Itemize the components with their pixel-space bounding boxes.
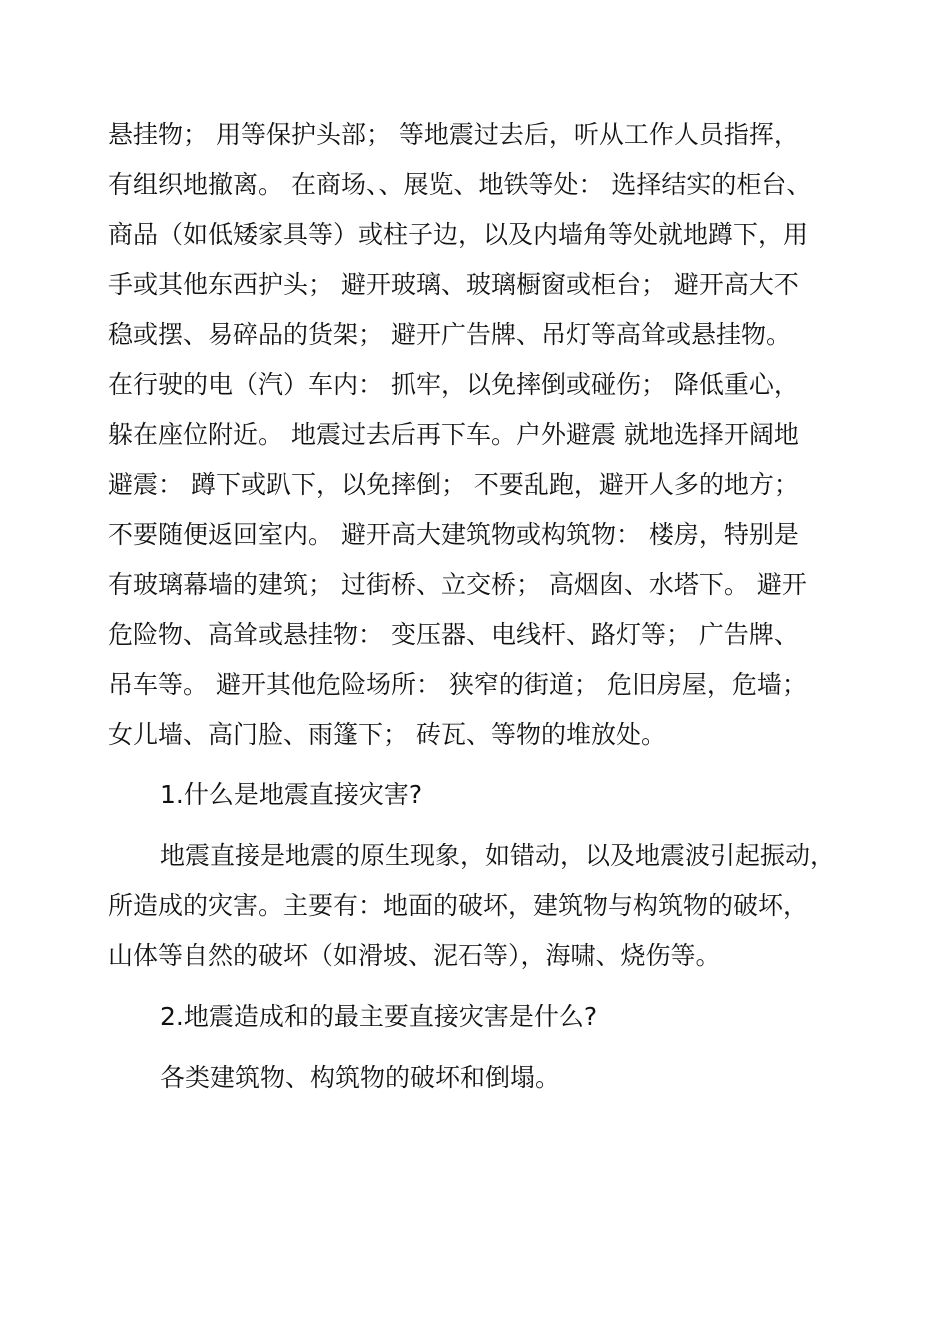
question-1-heading — [108, 770, 838, 820]
text-line: 各类建筑物、构筑物的破坏和倒塌。 — [160, 1063, 561, 1092]
text-line: 悬挂物； 用等保护头部； 等地震过去后，听从工作人员指挥， — [108, 120, 799, 149]
text-line: 地震直接是地震的原生现象，如错动，以及地震波引起振动， — [160, 841, 836, 870]
question-2-heading — [108, 992, 838, 1042]
text-line: 女儿墙、高门脸、雨篷下； 砖瓦、等物的堆放处。 — [108, 720, 666, 749]
text-line: 危险物、高耸或悬挂物： 变压器、电线杆、路灯等； 广告牌、 — [108, 620, 799, 649]
text-line: 所造成的灾害。主要有：地面的破坏，建筑物与构筑物的破坏， — [108, 891, 809, 920]
text-line: 2.地震造成和的最主要直接灾害是什么? — [160, 1002, 598, 1031]
text-line: 避震： 蹲下或趴下，以免摔倒； 不要乱跑，避开人多的地方； — [108, 470, 799, 499]
text-line: 1.什么是地震直接灾害? — [160, 780, 423, 809]
text-line: 躲在座位附近。 地震过去后再下车。户外避震 就地选择开阔地 — [108, 420, 799, 449]
paragraph-evacuation-guidance — [108, 110, 838, 760]
text-line: 稳或摆、易碎品的货架； 避开广告牌、吊灯等高耸或悬挂物。 — [108, 320, 791, 349]
text-line: 有组织地撤离。 在商场、、展览、地铁等处： 选择结实的柜台、 — [108, 170, 812, 199]
text-line: 在行驶的电（汽）车内： 抓牢，以免摔倒或碰伤； 降低重心， — [108, 370, 799, 399]
text-line: 商品（如低矮家具等）或柱子边，以及内墙角等处就地蹲下，用 — [108, 220, 809, 249]
text-line: 山体等自然的破坏（如滑坡、泥石等），海啸、烧伤等。 — [108, 941, 721, 970]
text-line: 不要随便返回室内。 避开高大建筑物或构筑物： 楼房，特别是 — [108, 520, 799, 549]
text-line: 有玻璃幕墙的建筑； 过街桥、立交桥； 高烟囱、水塔下。 避开 — [108, 570, 807, 599]
answer-2-paragraph — [108, 1053, 838, 1103]
document-page — [108, 110, 838, 1114]
answer-1-paragraph — [108, 831, 838, 981]
text-line: 手或其他东西护头； 避开玻璃、玻璃橱窗或柜台； 避开高大不 — [108, 270, 799, 299]
text-line: 吊车等。 避开其他危险场所： 狭窄的街道； 危旧房屋，危墙； — [108, 670, 807, 699]
